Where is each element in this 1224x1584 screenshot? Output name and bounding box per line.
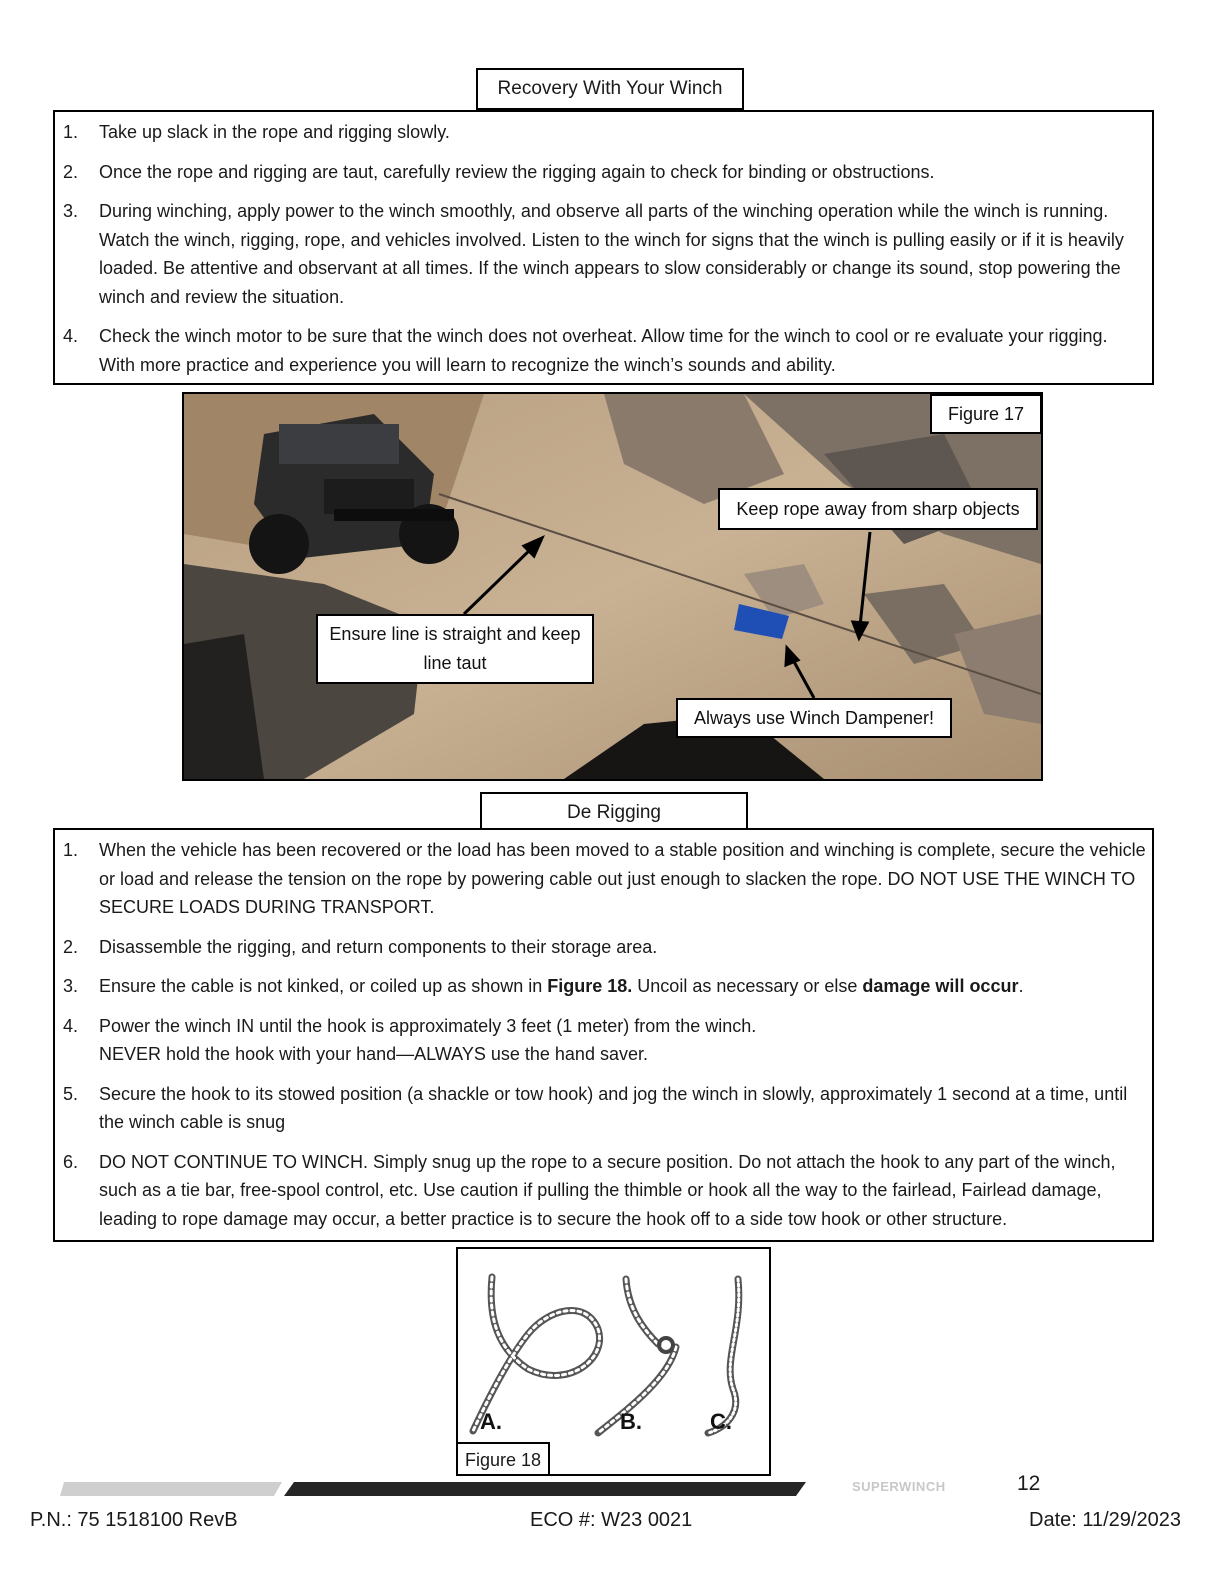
figure-17-label: Figure 17 xyxy=(930,394,1042,434)
derigging-step xyxy=(59,836,1146,922)
step-number: 4. xyxy=(63,1015,79,1036)
damage-warning: damage will occur xyxy=(862,976,1019,996)
callout-winch-dampener: Always use Winch Dampener! xyxy=(676,698,952,738)
step-number: 3. xyxy=(63,976,79,996)
step-number: 2. xyxy=(63,161,79,182)
panel-c-label: C. xyxy=(710,1409,732,1434)
step-text: Uncoil as necessary or else xyxy=(632,976,863,996)
derigging-step xyxy=(59,1080,1146,1137)
panel-b-label: B. xyxy=(620,1409,642,1434)
step-text: NEVER hold the hook with your hand—ALWAYS use the hand saver. xyxy=(99,1044,648,1064)
recovery-step xyxy=(59,158,1146,187)
derigging-step xyxy=(59,972,1146,1001)
step-number: 6. xyxy=(63,1151,79,1172)
step-text: DO NOT CONTINUE TO WINCH. Simply snug up the rope to a secure position. Do not attach the hook to any part of the winch, such as a tie bar, free-spool control, etc. Use caution if pulling the thimble or hook all the way to the fairlead, Fairlead damage, leading to rope damage may occur, a better practice is to secure the hook off to a side tow hook or other structure. xyxy=(99,1151,1116,1229)
step-number: 2. xyxy=(63,936,79,957)
derigging-steps-list xyxy=(59,836,1146,1233)
step-text: During winching, apply power to the winch smoothly, and observe all parts of the winching operation while the winch is running. Watch the winch, rigging, rope, and vehicles involved. Listen to the winch for signs that the winch is pulling easily or if it is heavily loaded. Be attentive and observant at all times. If the winch appears to slow considerably or change its sound, stop powering the winch and review the situation. xyxy=(99,201,1124,307)
page-number: 12 xyxy=(1017,1472,1041,1495)
part-number: P.N.: 75 1518100 RevB xyxy=(30,1509,238,1531)
step-text: Secure the hook to its stowed position (a shackle or tow hook) and jog the winch in slowly, approximately 1 second at a time, until the winch cable is snug xyxy=(99,1083,1128,1132)
step-number: 4. xyxy=(63,326,79,346)
panel-a-label: A. xyxy=(480,1409,502,1434)
recovery-steps-box xyxy=(53,110,1154,385)
derigging-step xyxy=(59,1012,1146,1069)
recovery-steps-list xyxy=(59,118,1146,379)
document-date: Date: 11/29/2023 xyxy=(1029,1509,1181,1531)
recovery-step xyxy=(59,118,1146,147)
figure-17-photo xyxy=(182,392,1043,781)
step-text: Once the rope and rigging are taut, carefully review the rigging again to check for binding or obstructions. xyxy=(99,161,935,182)
footer-stripe xyxy=(60,1478,820,1500)
recovery-step xyxy=(59,322,1146,379)
step-text: Check the winch motor to be sure that the winch does not overheat. Allow time for the winch to cool or re evaluate your rigging. With more practice and experience you will learn to recognize the winch’s sounds and ability. xyxy=(99,326,1108,375)
step-text: Disassemble the rigging, and return components to their storage area. xyxy=(99,936,658,957)
step-text: Power the winch IN until the hook is approximately 3 feet (1 meter) from the winch. xyxy=(99,1015,757,1036)
rope-kink-illustration xyxy=(458,1249,769,1474)
step-text: . xyxy=(1018,976,1024,996)
derigging-step xyxy=(59,1148,1146,1234)
recovery-section-title: Recovery With Your Winch xyxy=(476,68,744,110)
derigging-step xyxy=(59,933,1146,962)
step-number: 3. xyxy=(63,201,79,221)
step-number: 1. xyxy=(63,122,79,142)
derigging-steps-box xyxy=(53,828,1154,1242)
callout-line-taut: Ensure line is straight and keep line taut xyxy=(316,614,594,684)
figure-18-reference: Figure 18. xyxy=(547,976,633,996)
derigging-section-title: De Rigging xyxy=(480,792,748,830)
step-number: 1. xyxy=(63,840,79,860)
superwinch-logo: SUPERWINCH xyxy=(852,1479,946,1494)
figure-18-label: Figure 18 xyxy=(456,1442,550,1476)
recovery-step xyxy=(59,197,1146,311)
step-text: Take up slack in the rope and rigging slowly. xyxy=(99,122,450,142)
step-number: 5. xyxy=(63,1083,79,1104)
eco-number: ECO #: W23 0021 xyxy=(530,1509,693,1531)
callout-sharp-objects: Keep rope away from sharp objects xyxy=(718,488,1038,530)
figure-18-diagram xyxy=(456,1247,771,1476)
step-text: When the vehicle has been recovered or the load has been moved to a stable position and winching is complete, secure the vehicle or load and release the tension on the rope by powering cable out just enough to slacken the rope. DO NOT USE THE WINCH TO SECURE LOADS DURING TRANSPORT. xyxy=(99,840,1146,917)
step-text: Ensure the cable is not kinked, or coiled up as shown in xyxy=(99,976,548,996)
